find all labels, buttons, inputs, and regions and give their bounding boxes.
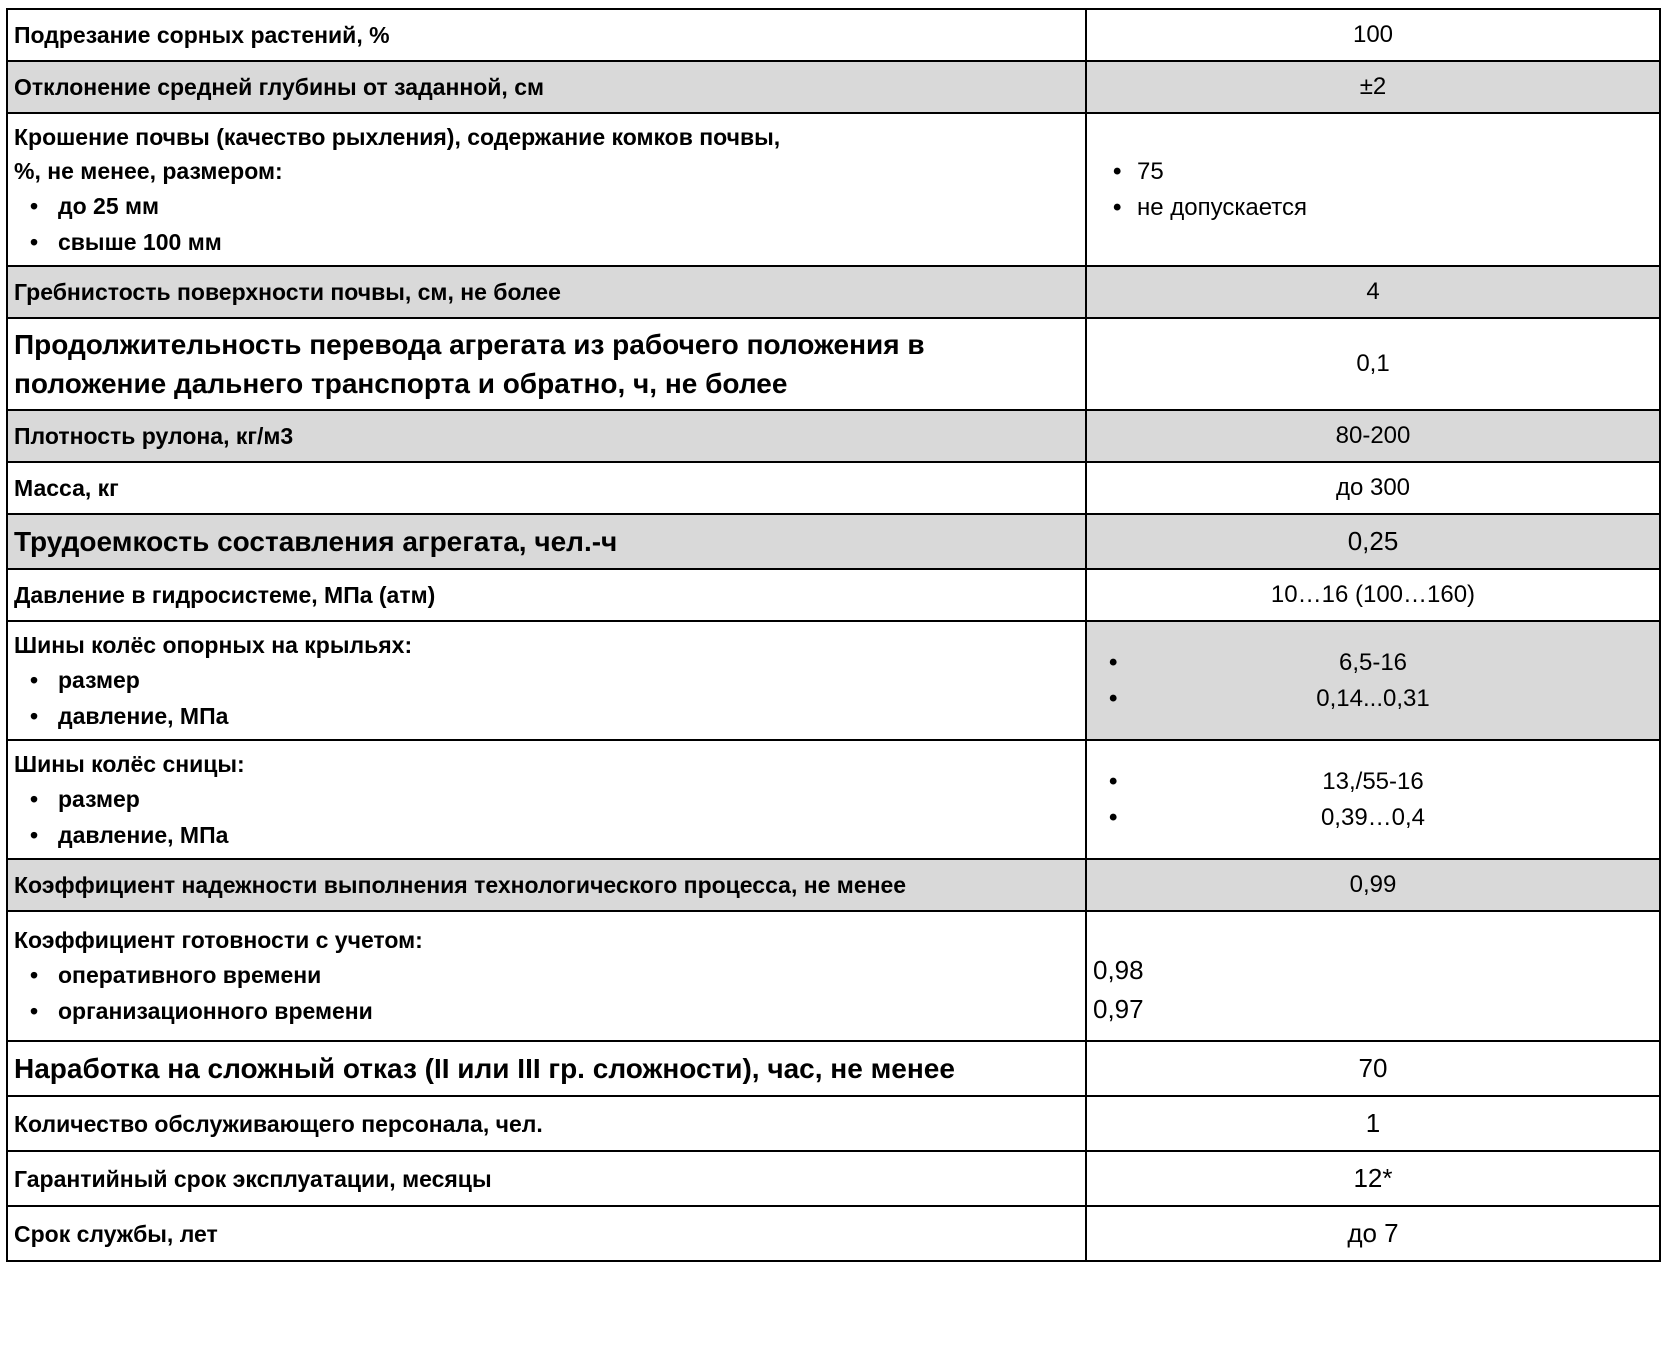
- list-item: • 0,14...0,31: [1087, 681, 1659, 717]
- row-value: до 300: [1086, 462, 1660, 514]
- table-row: [7, 514, 1660, 569]
- value-list: [1087, 645, 1659, 717]
- label-list: [14, 662, 1085, 734]
- label-line: %, не менее, размером:: [14, 157, 283, 184]
- row-label: Срок службы, лет: [7, 1206, 1086, 1261]
- label-line: Крошение почвы (качество рыхления), содержание комков почвы,: [14, 123, 781, 150]
- list-item: • 75: [1113, 154, 1659, 190]
- list-item: • организационного времени: [14, 993, 1085, 1029]
- row-value: [1086, 621, 1660, 740]
- list-item: • давление, МПа: [14, 698, 1085, 734]
- row-value: [1086, 113, 1660, 266]
- table-row: [7, 61, 1660, 113]
- table-row: [7, 9, 1660, 61]
- value-line: 0,97: [1093, 994, 1144, 1024]
- table-row: [7, 621, 1660, 740]
- row-label: Коэффициент надежности выполнения технологического процесса, не менее: [7, 859, 1086, 911]
- row-label: Масса, кг: [7, 462, 1086, 514]
- label-list: [14, 781, 1085, 853]
- table-row: [7, 1096, 1660, 1151]
- row-value: 0,1: [1086, 318, 1660, 410]
- list-item: • оперативного времени: [14, 957, 1085, 993]
- list-item: • 13,/55-16: [1087, 764, 1659, 800]
- row-value: ±2: [1086, 61, 1660, 113]
- table-row: [7, 410, 1660, 462]
- row-value: 1: [1086, 1096, 1660, 1151]
- row-label: Плотность рулона, кг/м3: [7, 410, 1086, 462]
- table-row: [7, 1206, 1660, 1261]
- row-label: [7, 740, 1086, 859]
- table-row: [7, 740, 1660, 859]
- row-value: [1086, 740, 1660, 859]
- label-line: Коэффициент готовности с учетом:: [14, 927, 423, 953]
- list-item: • свыше 100 мм: [14, 224, 1085, 260]
- label-line: Продолжительность перевода агрегата из рабочего положения в: [14, 329, 925, 360]
- row-value: 4: [1086, 266, 1660, 318]
- list-item: • 6,5-16: [1087, 645, 1659, 681]
- row-value: 0,25: [1086, 514, 1660, 569]
- list-item: • размер: [14, 781, 1085, 817]
- row-label: Количество обслуживающего персонала, чел.: [7, 1096, 1086, 1151]
- row-label: Гребнистость поверхности почвы, см, не более: [7, 266, 1086, 318]
- row-label: Трудоемкость составления агрегата, чел.-ч: [7, 514, 1086, 569]
- row-label: Отклонение средней глубины от заданной, см: [7, 61, 1086, 113]
- specifications-table: [6, 8, 1661, 1262]
- list-item: • до 25 мм: [14, 188, 1085, 224]
- row-value: [1086, 911, 1660, 1041]
- list-item: • размер: [14, 662, 1085, 698]
- row-value: 70: [1086, 1041, 1660, 1096]
- row-label: [7, 318, 1086, 410]
- table-row: [7, 266, 1660, 318]
- label-list: [14, 957, 1085, 1029]
- row-label: [7, 911, 1086, 1041]
- table-row: [7, 1151, 1660, 1206]
- list-item: • 0,39…0,4: [1087, 800, 1659, 836]
- row-label: Наработка на сложный отказ (II или III гр. сложности), час, не менее: [7, 1041, 1086, 1096]
- row-value: 10…16 (100…160): [1086, 569, 1660, 621]
- row-value: 0,99: [1086, 859, 1660, 911]
- table-row: [7, 911, 1660, 1041]
- label-line: положение дальнего транспорта и обратно, ч, не более: [14, 368, 788, 399]
- row-label: [7, 621, 1086, 740]
- table-row: [7, 569, 1660, 621]
- row-label: Гарантийный срок эксплуатации, месяцы: [7, 1151, 1086, 1206]
- value-line: 0,98: [1093, 955, 1144, 985]
- row-label: Давление в гидросистеме, МПа (атм): [7, 569, 1086, 621]
- table-row: [7, 113, 1660, 266]
- list-item: • не допускается: [1113, 190, 1659, 226]
- row-value: 12*: [1086, 1151, 1660, 1206]
- row-label: [7, 113, 1086, 266]
- value-list: [1087, 764, 1659, 836]
- label-list: [14, 188, 1085, 260]
- row-label: Подрезание сорных растений, %: [7, 9, 1086, 61]
- table-row: [7, 462, 1660, 514]
- label-line: Шины колёс сницы:: [14, 750, 245, 777]
- table-row: [7, 859, 1660, 911]
- value-list: [1113, 154, 1659, 226]
- label-line: Шины колёс опорных на крыльях:: [14, 631, 413, 658]
- list-item: • давление, МПа: [14, 817, 1085, 853]
- row-value: 80-200: [1086, 410, 1660, 462]
- row-value: 100: [1086, 9, 1660, 61]
- row-value: до 7: [1086, 1206, 1660, 1261]
- table-row: [7, 1041, 1660, 1096]
- table-row: [7, 318, 1660, 410]
